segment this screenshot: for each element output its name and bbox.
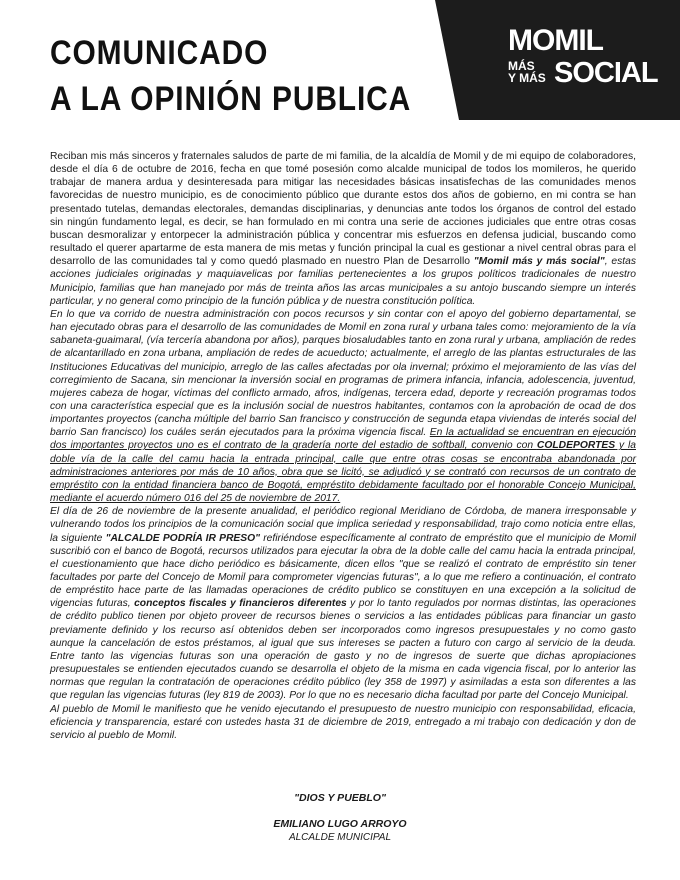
- paragraph-text: y por lo tanto regulados por normas distintas, las operaciones de crédito publico tienen por objeto proveer de recursos bienes o servicios a las entidades públicas para financiar un gasto previamente definido y los recurso así obtenidos deben ser incorporados como ingresos presupuestales y no como gasto aunque la cancelación de estos préstamos, al igual que sus intereses se pacten a futuro con cargo al servicio de la deuda. Entre tanto las vigencias futuras son una operación de gasto y no de ingresos de suerte que dichas apropiaciones presupuestales se entienden ejecutados cuando se desarrolla el objeto de la misma en cada vigencia fiscal, por lo anterior las normas que regulan la contratación de operaciones crédito público (ley 358 de 1997) y asimiladas a esta son diferentes a las que regulan las vigencias futuras (ley 819 de 2003). Por lo que no es necesario dicha facultad por parte del Concejo Municipal.: [50, 598, 636, 702]
- paragraph-press: [50, 505, 636, 702]
- header: [0, 0, 680, 148]
- momil-logo: [504, 24, 658, 96]
- communique-body: [50, 150, 636, 742]
- paragraph-intro: [50, 150, 636, 308]
- bold-phrase: conceptos fiscales y financieros diferentes: [134, 598, 347, 610]
- paragraph-text: En lo que va corrido de nuestra administración con pocos recursos y sin contar con el apoyo del gobierno departamental, se han ejecutado obras para el desarrollo de las comunidades de Momil en zona rural y urbana tales como: mejoramiento de la vía sabaneta-guaimaral, (vía tercería abandona por años), parques biosaludables tanto en zona rural y urbana, ampliación de redes de alcantarillado en zona urbana, ampliación de redes de acueducto; actualmente, el arreglo de las plantas estructurales de las Instituciones Educativas del municipio, arreglo de las calles afectadas por ola invernal; próximo el mejoramiento de las vías del corregimiento de Sacana, sin mencionar la inversión social en programas de primera infancia, infancia, adolescencia, juventud, mujeres cabeza de hogar, víctimas del conflicto armado, afros, indígenas, tercera edad, deporte y recreación programas todos con una característica especial que es la inclusión social de nuestros habitantes, contamos con la aprobación de ocad de dos importantes proyectos (cancha múltiple del barrio San francisco y construcción de segunda etapa viviendas de interés social del barrio San francisco) los cuáles serán ejecutados para la próxima vigencia fiscal.: [50, 308, 636, 439]
- closing-motto: "DIOS Y PUEBLO": [294, 792, 386, 804]
- page-title-line-2: A LA OPINIÓN PUBLICA: [50, 80, 412, 118]
- signer-role: ALCALDE MUNICIPAL: [288, 832, 392, 843]
- paragraph-text: El día de 26 de noviembre de la presente anualidad, el periódico regional Meridiano de Córdoba, de manera irresponsable y vulnerando todos los principios de la comunicación social que implica seriedad y responsabilidad, trajo como noticia entre ellas, la siguiente: [50, 506, 636, 544]
- headline-quote: "ALCALDE PODRÍA IR PRESO": [105, 532, 261, 544]
- plan-name: "Momil más y más social": [473, 256, 605, 268]
- paragraph-text-underlined: En la actualidad se encuentran en ejecución dos importantes proyectos uno es el contrato de la gradería norte del estadio de softball, convenio con: [50, 427, 636, 452]
- page-title-line-1: COMUNICADO: [50, 34, 269, 72]
- logo-name: MOMIL: [508, 24, 603, 57]
- logo-social: SOCIAL: [554, 57, 658, 89]
- signer-name: EMILIANO LUGO ARROYO: [273, 818, 407, 830]
- paragraph-text: , estas acciones judiciales originadas y maquiavelicas por familias pertenecientes a los grupos políticos tradicionales de nuestro Municipio, familias que han manejado por más de treinta años las arcas municipales a su antojo buscando siempre un interés particular, y no general como principio de la función pública y de nuestra constitución política.: [50, 256, 636, 307]
- paragraph-text: Reciban mis más sinceros y fraternales saludos de parte de mi familia, de la alcaldía de Momil y de mi equipo de colaboradores, desde el día 6 de octubre de 2016, fecha en que tomé posesión como alcalde municipal de todos los momileros, he querido trabajar de manera ardua y desinteresada para mitigar las necesidades básicas insatisfechas de las comunidades menos favorecidas de nuestro municipio, es de conocimiento público que durante estos dos años de gobierno, en mi contra se han presentado tutelas, demandas electorales, demandas disciplinarias, y denuncias ante todos los órganos de control del estado sin ningún fundamento legal, es decir, se han formulado en mi contra una serie de acciones judiciales que entre otras cosas buscan desmoralizar y entorpecer la administración pública y concentrar mis esfuerzos en defensa judicial, buscando como resultado el querer apartarme de esta manera de mis metas y función principal la cual es gestionar a nivel central obras para el desarrollo de las comunidades tal y como quedó plasmado en nuestro Plan de Desarrollo: [50, 151, 636, 268]
- logo-mas: MÁS: [508, 59, 535, 73]
- coldeportes-name: COLDEPORTES: [536, 440, 616, 452]
- paragraph-works: [50, 308, 636, 505]
- paragraph-closing: Al pueblo de Momil le manifiesto que he venido ejecutando el presupuesto de nuestro municipio con responsabilidad, eficacia, eficiencia y transparencia, estaré con ustedes hasta 31 de diciembre de 2019, entregado a mi trabajo con dedicación y don de servicio al pueblo de Momil.: [50, 703, 636, 741]
- paragraph-text-underlined: y la doble vía de la calle del camu hacia la entrada principal, calle que entre otras cosas se encontraba abandonada por administraciones anteriores por más de 10 años, obra que se licitó, se adjudicó y se contrató con recursos de un contrato de empréstito con la entidad financiera banco de Bogotá, empréstito debidamente facultado por el honorable Concejo Municipal, mediante el acuerdo número 016 del 25 de noviembre de 2017.: [50, 440, 636, 505]
- logo-y-mas: Y MÁS: [508, 71, 546, 85]
- paragraph-text: refiriéndose específicamente al contrato de empréstito que el municipio de Momil suscribió con el banco de Bogotá, recursos utilizados para ejecutar la obra de la doble calle del camu hacia la entrada principal, el cuestionamiento que hace dicho periódico es básicamente, dicen ellos "que se realizó el contrato de empréstito sin tener facultades por parte del Concejo de Momil para comprometer vigencias futuras", a lo que me refiero a continuación, el contrato de empréstito hace parte de las llamadas operaciones de crédito publico se constituyen en una excepción a la solicitud de vigencias futuras,: [50, 532, 636, 610]
